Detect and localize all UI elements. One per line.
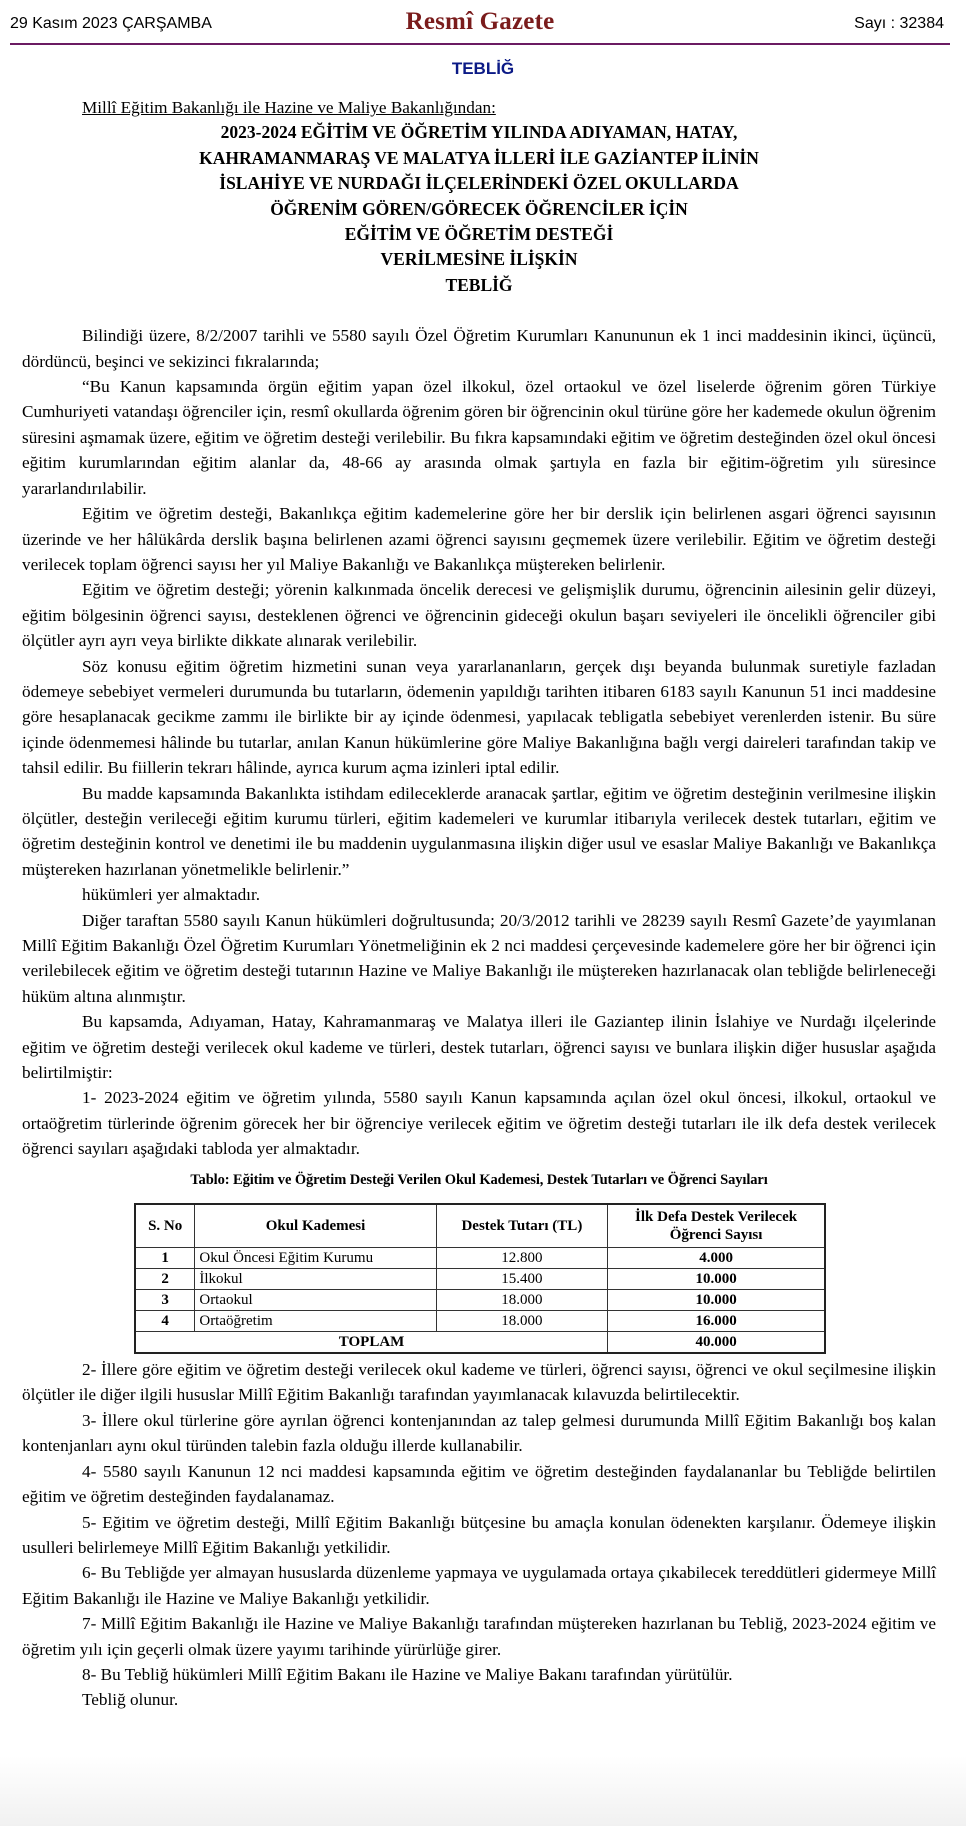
school-level: Ortaöğretim [195, 1311, 436, 1332]
article-7: 7- Millî Eğitim Bakanlığı ile Hazine ve Maliye Bakanlığı tarafından müştereken hazırlanan bu Tebliğ, 2023-2024 eğitim ve öğretim yılı için geçerli olmak üzere yayımı tarihinde yürürlüğe girer. [22, 1614, 936, 1659]
header-divider [10, 43, 950, 45]
support-amount: 15.400 [436, 1269, 607, 1290]
gazette-header [10, 0, 950, 45]
table-row [135, 1269, 825, 1290]
column-header: Destek Tutarı (TL) [436, 1204, 607, 1248]
student-count: 4.000 [608, 1248, 825, 1269]
column-header: S. No [135, 1204, 195, 1248]
quoted-paragraph: Bu madde kapsamında Bakanlıkta istihdam edileceklerde aranacak şartlar, eğitim ve öğretim desteğinin verilmesine ilişkin ölçütler, desteğin verileceği eğitim kurumu türleri, eğitim kademeleri ve kurumlar itibarıyla verilecek destek tutarları, eğitim ve öğretim desteğinin kontrol ve denetimi ile bu maddenin uygulanmasına ilişkin diğer usul ve esaslar Maliye Bakanlığı ve Bakanlıkça müştereken hazırlanan yönetmelikle belirlenir.” [22, 783, 936, 879]
section-title: TEBLİĞ [451, 59, 515, 78]
quoted-paragraph: Söz konusu eğitim öğretim hizmetini sunan veya yararlananların, gerçek dışı beyanda bulunmak suretiyle fazladan ödemeye sebebiyet vermeleri durumunda bu tutarların, ödemenin yapıldığı tarihten itibaren 6183 sayılı Kanunun 51 inci maddesine göre hesaplanacak gecikme zammı ile birlikte bir ay içinde ödenmesi, yapılacak tebligatla sebebiyet verenlerden istenir. Bu süre içinde ödenmemesi hâlinde bu tutarlar, anılan Kanun hükümlerine göre Maliye Bakanlığına bağlı vergi daireleri tarafından takip ve tahsil edilir. Bu fiillerin tekrarı hâlinde, ayrıca kurum açma izinleri iptal edilir. [22, 656, 936, 778]
support-amount: 18.000 [436, 1290, 607, 1311]
support-amount: 12.800 [436, 1248, 607, 1269]
paragraph: Bilindiği üzere, 8/2/2007 tarihli ve 5580 sayılı Özel Öğretim Kurumları Kanununun ek 1 inci maddesinin ikinci, üçüncü, dördüncü, beşinci ve sekizinci fıkralarında; [22, 326, 936, 371]
publication-date: 29 Kasım 2023 ÇARŞAMBA [10, 15, 212, 32]
support-table [134, 1203, 826, 1354]
table-row [135, 1311, 825, 1332]
paragraph: Bu kapsamda, Adıyaman, Hatay, Kahramanmaraş ve Malatya illeri ile Gaziantep ilinin İslahiye ve Nurdağı ilçelerinde eğitim ve öğretim desteği verilecek okul kademe ve türleri, destek tutarları, öğrenci sayısı ve bunlara ilişkin diğer hususlar aşağıda belirtilmiştir: [22, 1012, 936, 1083]
quoted-paragraph: Eğitim ve öğretim desteği; yörenin kalkınmada öncelik derecesi ve gelişmişlik durumu, öğrencinin ailesinin gelir düzeyi, eğitim bölgesinin öğrenci sayısı, desteklenen öğrenci ve öğrencinin gideceği okulun başarı seviyeleri ile öncelikli öğrenciler gibi ölçütler ayrı ayrı veya birlikte dikkate alınarak verilebilir. [22, 580, 936, 651]
article-4: 4- 5580 sayılı Kanunun 12 nci maddesi kapsamında eğitim ve öğretim desteğinden faydalananlar bu Tebliğde belirtilen eğitim ve öğretim desteğinden faydalanamaz. [22, 1461, 936, 1507]
article-6: 6- Bu Tebliğde yer almayan hususlarda düzenleme yapmaya ve uygulamada ortaya çıkabilecek tereddütleri gidermeye Millî Eğitim Bakanlığı ile Hazine ve Maliye Bakanlığı yetkilidir. [22, 1563, 936, 1608]
quoted-paragraph: Eğitim ve öğretim desteği, Bakanlıkça eğitim kademelerine göre her bir derslik için belirlenen asgari öğrenci sayısının üzerinde ve her hâlükârda derslik başına belirlenen azami öğrenci sayısını geçmemek üzere verilebilir. Eğitim ve öğretim desteği verilecek toplam öğrenci sayısı her yıl Maliye Bakanlığı ve Bakanlıkça müştereken belirlenir. [22, 504, 936, 574]
student-count: 10.000 [608, 1290, 825, 1311]
total-value: 40.000 [608, 1332, 825, 1354]
article-8: 8- Bu Tebliğ hükümleri Millî Eğitim Bakanı ile Hazine ve Maliye Bakanı tarafından yürütülür. [82, 1664, 733, 1684]
title-line: VERİLMESİNE İLİŞKİN [380, 249, 578, 270]
article-1: 1- 2023-2024 eğitim ve öğretim yılında, 5580 sayılı Kanun kapsamında açılan özel okul öncesi, ilkokul, ortaokul ve ortaöğretim türlerinde öğrenim görecek her bir öğrenciye verilecek eğitim ve öğretim desteği tutarları ile ilk defa destek verilecek öğrenci sayıları aşağıdaki tabloda yer almaktadır. [22, 1088, 936, 1159]
table-row [135, 1290, 825, 1311]
title-line: TEBLİĞ [445, 274, 513, 295]
quoted-paragraph: “Bu Kanun kapsamında örgün eğitim yapan özel ilkokul, özel ortaokul ve özel liselerde öğrenim gören Türkiye Cumhuriyeti vatandaşı öğrenciler için, resmî okullarda öğrenim gören bir öğrencinin okul türüne göre her kademede okulun öğrenim süresini aşmamak üzere, eğitim ve öğretim desteği verilebilir. Bu fıkra kapsamındaki eğitim ve öğretim desteğinden özel okul öncesi eğitim kurumlarından eğitim alanlar da, 48-66 ay arasında olmak şartıyla en fazla bir eğitim-öğretim yılı süresince yararlandırılabilir. [22, 377, 937, 498]
title-line: EĞİTİM VE ÖĞRETİM DESTEĞİ [344, 224, 614, 245]
bottom-fade [0, 1756, 966, 1826]
gazette-brand-title: Resmî Gazete [405, 8, 555, 35]
document-body [22, 95, 936, 1713]
student-count: 10.000 [608, 1269, 825, 1290]
row-number: 1 [135, 1248, 195, 1269]
school-level: İlkokul [195, 1269, 436, 1290]
row-number: 2 [135, 1269, 195, 1290]
title-line: ÖĞRENİM GÖREN/GÖRECEK ÖĞRENCİLER İÇİN [270, 198, 688, 219]
school-level: Ortaokul [195, 1290, 436, 1311]
table-header-row [135, 1204, 825, 1248]
column-header: Okul Kademesi [195, 1204, 436, 1248]
student-count: 16.000 [608, 1311, 825, 1332]
article-5: 5- Eğitim ve öğretim desteği, Millî Eğitim Bakanlığı bütçesine bu amaçla konulan ödenekten karşılanır. Ödemeye ilişkin usulleri belirlemeye Millî Eğitim Bakanlığı yetkilidir. [22, 1512, 936, 1557]
row-number: 4 [135, 1311, 195, 1332]
table-row [135, 1248, 825, 1269]
article-2: 2- İllere göre eğitim ve öğretim desteği verilecek okul kademe ve türleri, öğrenci sayısı, öğrenci ve okul seçilmesine ilişkin ölçütler ile diğer ilgili hususlar Millî Eğitim Bakanlığı tarafından yayımlanacak kılavuzda belirtilecektir. [22, 1360, 936, 1405]
issuing-authority: Millî Eğitim Bakanlığı ile Hazine ve Maliye Bakanlığından: [82, 98, 496, 117]
paragraph: Diğer taraftan 5580 sayılı Kanun hükümleri doğrultusunda; 20/3/2012 tarihli ve 28239 sayılı Resmî Gazete’de yayımlanan Millî Eğitim Bakanlığı Özel Öğretim Kurumları Yönetmeliğinin ek 2 nci maddesi çerçevesinde kademelere göre her bir öğrenci için verilebilecek eğitim ve öğretim desteği tutarının Hazine ve Maliye Bakanlığı ile müştereken hazırlanacak olan tebliğde belirleneceği hüküm altına alınmıştır. [22, 910, 936, 1006]
article-3: 3- İllere okul türlerine göre ayrılan öğrenci kontenjanından az talep gelmesi durumunda Millî Eğitim Bakanlığı boş kalan kontenjanları aynı okul türünden talebin fazla olduğu illerde kullanabilir. [22, 1410, 936, 1456]
issue-number: Sayı : 32384 [854, 15, 944, 32]
paragraph: hükümleri yer almaktadır. [82, 885, 261, 905]
table-caption: Tablo: Eğitim ve Öğretim Desteği Verilen Okul Kademesi, Destek Tutarları ve Öğrenci Sayıları [190, 1171, 768, 1188]
support-amount: 18.000 [436, 1311, 607, 1332]
table-total-row [135, 1332, 825, 1354]
row-number: 3 [135, 1290, 195, 1311]
total-label: TOPLAM [135, 1332, 608, 1354]
title-line: 2023-2024 EĞİTİM VE ÖĞRETİM YILINDA ADIYAMAN, HATAY, [220, 122, 738, 143]
closing-statement: Tebliğ olunur. [82, 1690, 179, 1710]
document-title [22, 120, 936, 298]
school-level: Okul Öncesi Eğitim Kurumu [195, 1248, 436, 1269]
title-line: KAHRAMANMARAŞ VE MALATYA İLLERİ İLE GAZİANTEP İLİNİN [199, 147, 759, 168]
title-line: İSLAHİYE VE NURDAĞI İLÇELERİNDEKİ ÖZEL OKULLARDA [219, 173, 739, 194]
column-header: İlk Defa Destek Verilecek Öğrenci Sayısı [608, 1204, 825, 1248]
